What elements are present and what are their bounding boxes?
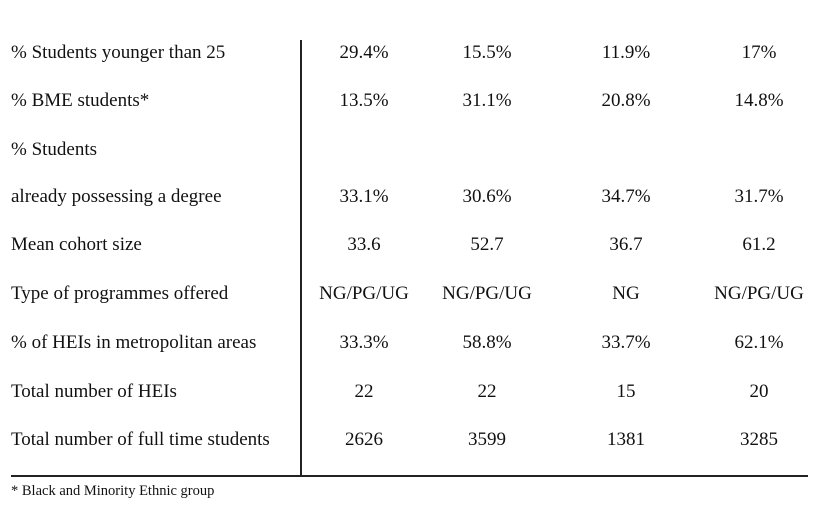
table-cell: 14.8% — [734, 90, 784, 111]
table-row — [0, 230, 820, 260]
table-row — [0, 377, 820, 407]
row-label: already possessing a degree — [11, 186, 222, 207]
row-label: % of HEIs in metropolitan areas — [11, 332, 257, 353]
table-cell: 20 — [749, 381, 769, 402]
table-cell: 15.5% — [462, 42, 512, 63]
table-cell: 33.7% — [601, 332, 651, 353]
table-cell: 22 — [477, 381, 497, 402]
table-cell: 15 — [616, 381, 636, 402]
table-cell: 1381 — [607, 429, 645, 450]
column-divider — [300, 40, 302, 476]
table-row — [0, 38, 820, 68]
table-cell: 58.8% — [462, 332, 512, 353]
table-cell: NG/PG/UG — [319, 283, 409, 304]
row-label: % BME students* — [11, 90, 150, 111]
table-cell: NG — [612, 283, 640, 304]
table-cell: 3285 — [740, 429, 778, 450]
table-cell: 11.9% — [601, 42, 651, 63]
table-cell: 20.8% — [601, 90, 651, 111]
row-label: Mean cohort size — [11, 234, 142, 255]
table-cell: 34.7% — [601, 186, 651, 207]
table-row — [0, 135, 820, 165]
table-row — [0, 425, 820, 455]
table-cell: 3599 — [468, 429, 506, 450]
row-label: Type of programmes offered — [11, 283, 229, 304]
table-cell: 2626 — [345, 429, 383, 450]
table-cell: NG/PG/UG — [442, 283, 532, 304]
table-cell: NG/PG/UG — [714, 283, 804, 304]
table-cell: 61.2 — [742, 234, 776, 255]
table-cell: 13.5% — [339, 90, 389, 111]
table-cell: 36.7 — [609, 234, 643, 255]
table-cell: 33.6 — [347, 234, 381, 255]
table-cell: 33.3% — [339, 332, 389, 353]
table-row — [0, 328, 820, 358]
table-cell: 17% — [741, 42, 777, 63]
row-label: % Students — [11, 139, 98, 160]
table-cell: 30.6% — [462, 186, 512, 207]
row-label: Total number of HEIs — [11, 381, 177, 402]
table-cell: 22 — [354, 381, 374, 402]
table-row — [0, 279, 820, 309]
row-label: % Students younger than 25 — [11, 42, 226, 63]
table-cell: 52.7 — [470, 234, 504, 255]
table-bottom-rule — [11, 475, 808, 477]
table-row — [0, 86, 820, 116]
table-row — [0, 182, 820, 212]
table-cell: 62.1% — [734, 332, 784, 353]
table-cell: 33.1% — [339, 186, 389, 207]
table-cell: 29.4% — [339, 42, 389, 63]
footnote: * Black and Minority Ethnic group — [11, 483, 215, 499]
table-cell: 31.7% — [734, 186, 784, 207]
table-cell: 31.1% — [462, 90, 512, 111]
row-label: Total number of full time students — [11, 429, 270, 450]
